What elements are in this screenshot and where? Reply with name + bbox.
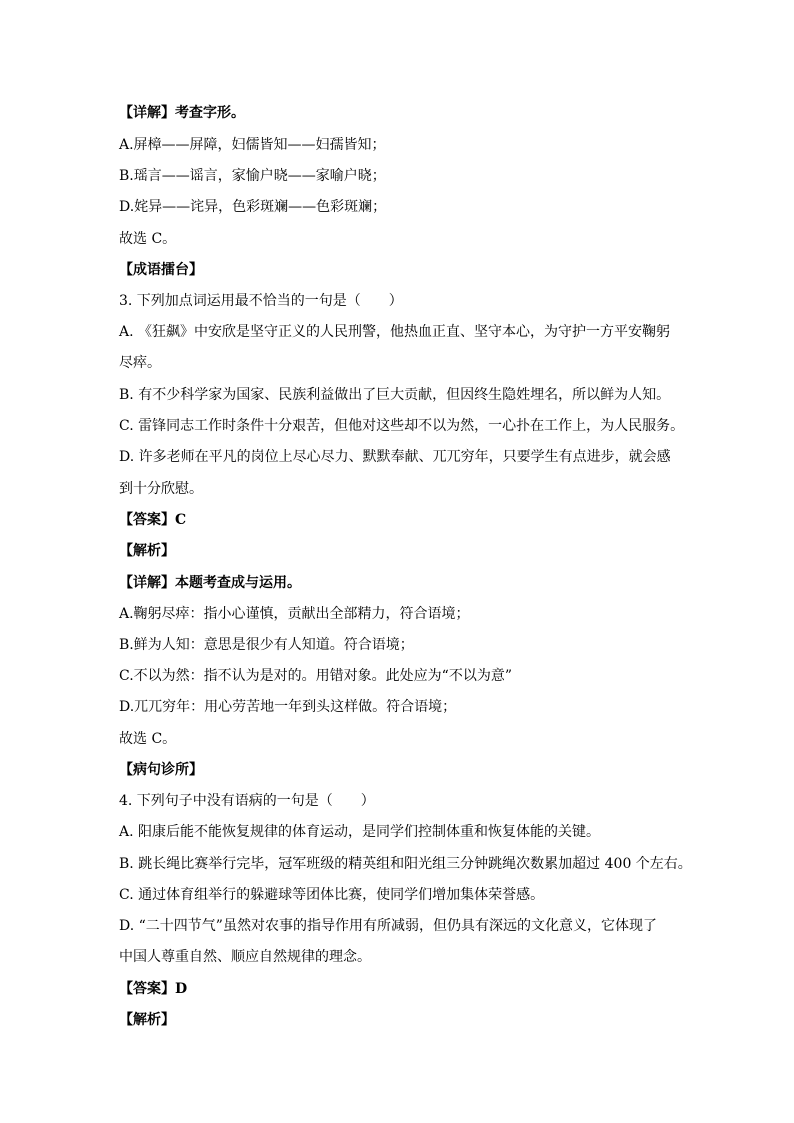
- option-a-glyph: A.屏樟——屏障，妇儒皆知——妇孺皆知；: [119, 137, 386, 153]
- q3-option-d-cont: 到十分欣慰。: [119, 481, 203, 497]
- q4-option-d-cont: 中国人尊重自然、顺应自然规律的理念。: [119, 949, 371, 965]
- q3-option-a-cont: 尽瘁。: [119, 355, 161, 371]
- q4-option-d: D. “二十四节气”虽然对农事的指导作用有所减弱，但仍具有深远的文化意义，它体现了: [119, 918, 657, 934]
- option-b-glyph: B.瑶言——谣言，家愉户晓——家喻户晓；: [119, 168, 386, 184]
- q3-detail-c: C.不以为然：指不认为是对的。用错对象。此处应为“不以为意”: [119, 668, 512, 684]
- q4-option-a: A. 阳康后能不能恢复规律的体育运动，是同学们控制体重和恢复体能的关键。: [119, 824, 601, 840]
- q3-analysis-heading: 【解析】: [119, 543, 175, 559]
- option-d-glyph: D.姹异——诧异，色彩斑斓——色彩斑斓；: [119, 199, 387, 215]
- section-heading-idiom: 【成语擂台】: [119, 262, 203, 278]
- q4-answer: 【答案】D: [119, 981, 188, 997]
- q3-detail-a: A.鞠躬尽瘁：指小心谨慎，贡献出全部精力，符合语境；: [119, 606, 470, 622]
- q3-choice: 故选 C。: [119, 731, 177, 747]
- question-3: 3. 下列加点词运用最不恰当的一句是（ ）: [119, 293, 403, 309]
- q4-option-c: C. 通过体育组举行的躲避球等团体比赛，使同学们增加集体荣誉感。: [119, 887, 545, 903]
- q3-option-d: D. 许多老师在平凡的岗位上尽心尽力、默默奉献、兀兀穷年，只要学生有点进步，就会感: [119, 449, 671, 465]
- q3-detail-b: B.鲜为人知：意思是很少有人知道。符合语境；: [119, 637, 414, 653]
- q4-analysis-heading: 【解析】: [119, 1012, 175, 1028]
- question-4: 4. 下列句子中没有语病的一句是（ ）: [119, 793, 375, 809]
- q3-option-c: C. 雷锋同志工作时条件十分艰苦，但他对这些却不以为然，一心扑在工作上，为人民服务。: [119, 418, 685, 434]
- q3-option-b: B. 有不少科学家为国家、民族利益做出了巨大贡献，但因终生隐姓埋名，所以鲜为人知。: [119, 387, 671, 403]
- q3-answer: 【答案】C: [119, 512, 187, 528]
- section-heading-sentence: 【病句诊所】: [119, 762, 203, 778]
- answer-choice-1: 故选 C。: [119, 231, 177, 247]
- detail-heading-glyph: 【详解】考查字形。: [119, 105, 245, 121]
- q3-option-a: A. 《狂飙》中安欣是坚守正义的人民刑警，他热血正直、坚守本心，为守护一方平安鞠躬: [119, 324, 671, 340]
- q3-detail-heading: 【详解】本题考查成与运用。: [119, 575, 301, 591]
- q4-option-b: B. 跳长绳比赛举行完毕，冠军班级的精英组和阳光组三分钟跳绳次数累加超过 400 个左右。: [119, 856, 692, 872]
- q3-detail-d: D.兀兀穷年：用心劳苦地一年到头这样做。符合语境；: [119, 699, 457, 715]
